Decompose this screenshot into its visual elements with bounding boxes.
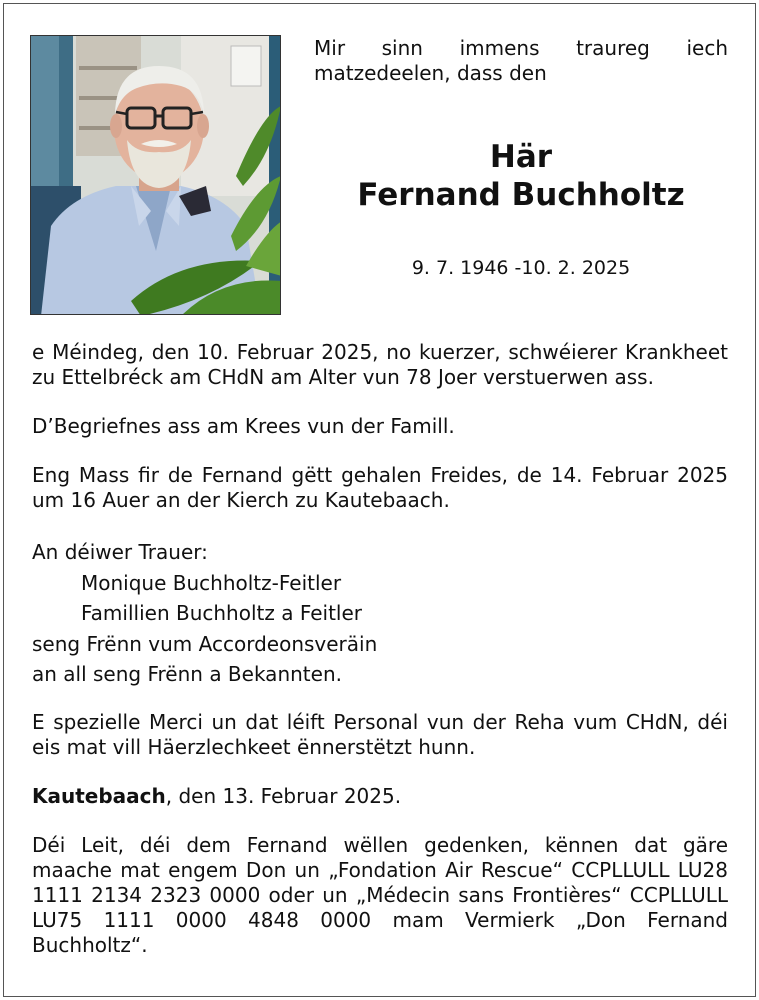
deceased-name: Fernand Buchholtz: [357, 177, 685, 213]
mourners-heading: An déiwer Trauer:: [32, 540, 208, 564]
donations-paragraph: Déi Leit, déi dem Fernand wëllen gedenken, kënnen dat gäre maache mat engem Don un „Fondation Air Rescue“ CCPLLULL LU28 1111 2134 2323 0000 oder un „Médecin sans Frontières“ CCPLLULL LU75 1111 0000 4848 0000 mam Vermierk „Don Fernand Buchholtz“.: [32, 832, 728, 957]
intro-text: Mir sinn immens traureg iech matzedeelen, dass den: [314, 36, 728, 85]
place-name: Kautebaach: [32, 783, 166, 808]
mourner-line: an all seng Frënn a Bekannten.: [32, 662, 342, 686]
deceased-name-block: [314, 138, 728, 214]
place-date-line: [32, 784, 728, 809]
mass-paragraph: Eng Mass fir de Fernand gëtt gehalen Freides, de 14. Februar 2025 um 16 Auer an der Kierch zu Kautebaach.: [32, 463, 728, 512]
thanks-paragraph: E spezielle Merci un dat léift Personal vun der Reha vum CHdN, déi eis mat vill Häerzlechkeet ënnerstëtzt hunn.: [32, 709, 728, 759]
portrait-photo: [30, 35, 281, 315]
mourners-block: [32, 537, 728, 690]
obituary-body: [32, 340, 728, 958]
mourner-line: Monique Buchholtz-Feitler: [81, 570, 342, 595]
salutation: Här: [489, 139, 553, 175]
death-paragraph: e Méindeg, den 10. Februar 2025, no kuerzer, schwéierer Krankheet zu Ettelbréck am CHdN am Alter vun 78 Joer verstuerwen ass.: [32, 340, 728, 389]
mourner-line: seng Frënn vum Accordeonsveräin: [32, 631, 378, 656]
burial-paragraph: D’Begriefnes ass am Krees vun der Famill.: [32, 414, 455, 438]
place-date: , den 13. Februar 2025.: [165, 783, 402, 808]
life-dates: 9. 7. 1946 -10. 2. 2025: [411, 257, 631, 279]
mourner-line: Famillien Buchholtz a Feitler: [81, 601, 363, 625]
